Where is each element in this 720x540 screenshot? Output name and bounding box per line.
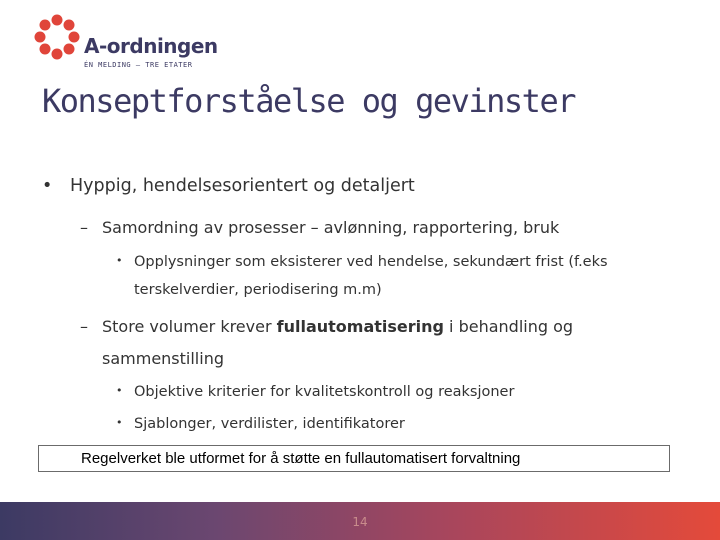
sub-text-2-post: i behandling og [443,317,574,336]
detail-text-1a: Opplysninger som eksisterer ved hendelse, sekundært frist (f.eks [134,254,608,270]
dash-icon: – [80,218,88,237]
sub-text-1: Samordning av prosesser – avlønning, rapportering, bruk [102,218,560,237]
callout-box [38,445,670,472]
sub-text-2-bold: fullautomatisering [276,317,444,336]
callout-text: Regelverket ble utformet for å støtte en fullautomatisert forvaltning [81,450,521,467]
dash-icon: – [80,317,88,336]
a-ordningen-logo [34,14,218,70]
sub-text-2-line2: sammenstilling [102,349,224,368]
page-number: 14 [352,515,368,529]
detail-item-1 [116,254,608,270]
logo-ring-icon [34,14,80,60]
detail-item-2 [116,384,514,400]
logo-name: A-ordningen [84,34,218,58]
detail-item-3 [116,416,405,432]
bullet-item-1 [42,176,415,196]
sub-item-2-continuation [102,349,224,368]
sub-text-2-pre: Store volumer krever [102,317,277,336]
dot-icon: • [116,384,123,397]
detail-text-2: Objektive kriterier for kvalitetskontroll og reaksjoner [134,384,515,400]
footer-bar [0,502,720,540]
dot-icon: • [116,254,123,267]
bullet-icon: • [42,176,53,196]
dot-icon: • [116,416,123,429]
slide-title: Konseptforståelse og gevinster [42,82,575,120]
detail-text-3: Sjablonger, verdilister, identifikatorer [134,416,405,432]
bullet-text-1: Hyppig, hendelsesorientert og detaljert [70,176,415,196]
sub-item-2 [80,317,573,336]
detail-text-1b: terskelverdier, periodisering m.m) [134,282,382,298]
detail-item-1-continuation [134,282,382,298]
logo-tagline: ÉN MELDING – TRE ETATER [84,61,193,69]
sub-item-1 [80,218,559,237]
